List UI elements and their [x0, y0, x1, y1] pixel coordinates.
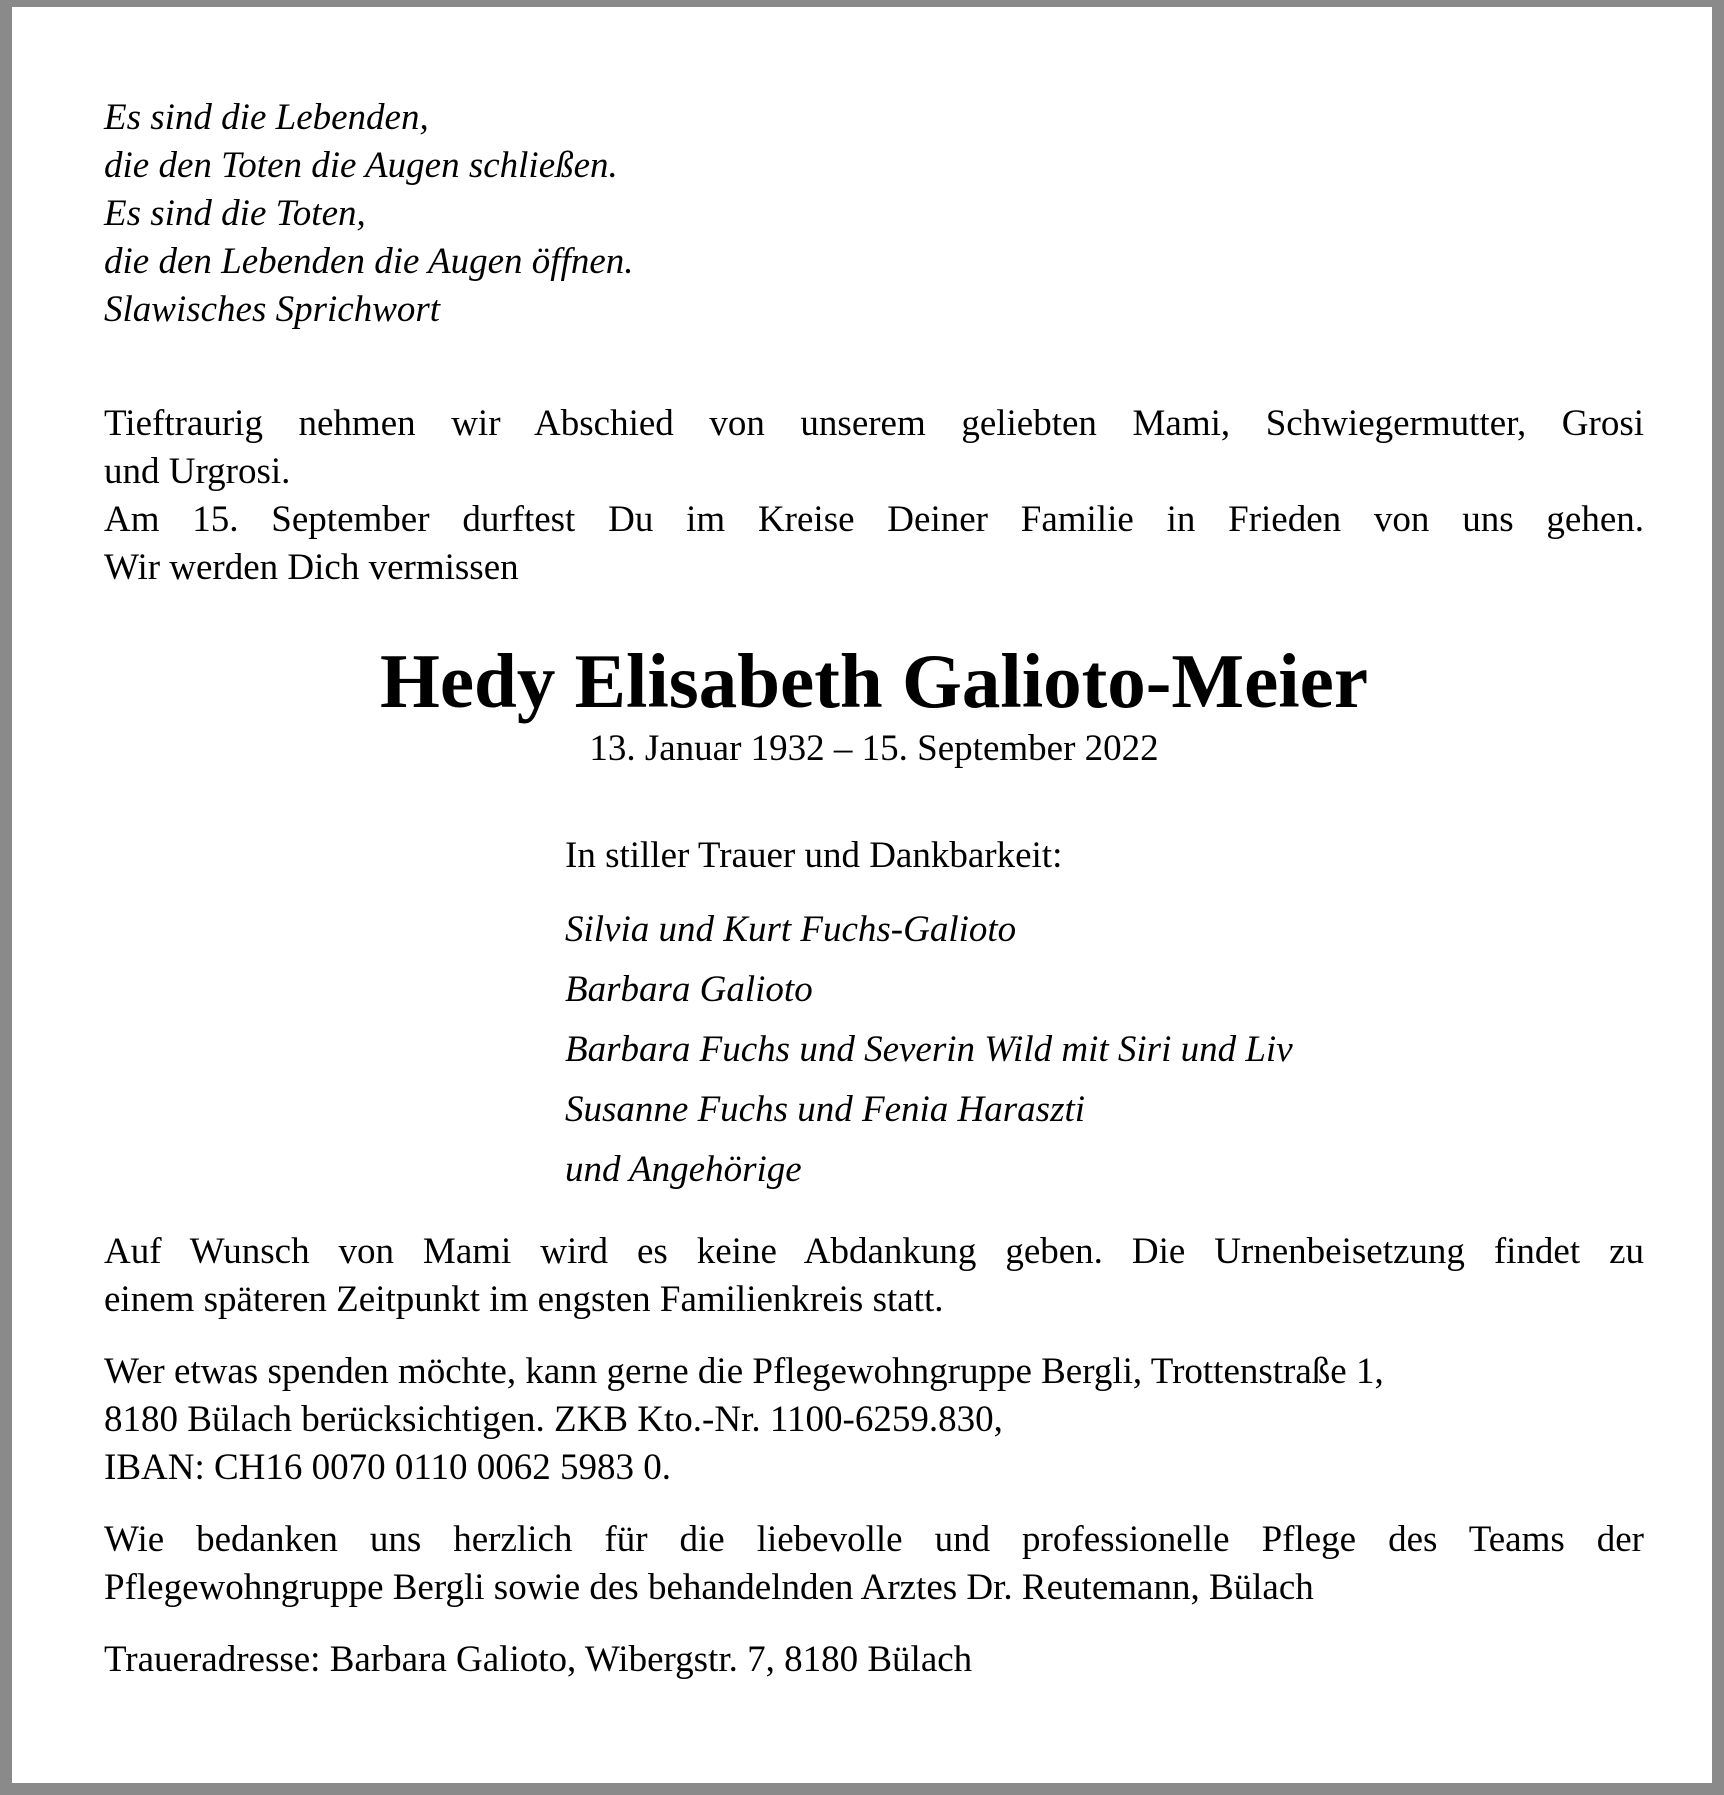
mourner-name: Silvia und Kurt Fuchs-Galioto [565, 909, 1017, 950]
donation-line: 8180 Bülach berücksichtigen. ZKB Kto.-Nr. 1100-6259.830, [104, 1399, 1003, 1440]
intro-line: Wir werden Dich vermissen [104, 547, 519, 588]
intro-line: Am 15. September durftest Du im Kreise Deiner Familie in Frieden von uns gehen. [104, 499, 1644, 540]
mourner-name: Barbara Galioto [565, 969, 813, 1010]
donation-line: Wer etwas spenden möchte, kann gerne die Pflegewohngruppe Bergli, Trottenstraße 1, [104, 1351, 1384, 1392]
mourners-heading: In stiller Trauer und Dankbarkeit: [565, 835, 1063, 876]
mourner-name: Susanne Fuchs und Fenia Haraszti [565, 1089, 1086, 1130]
poem-quote [104, 94, 1644, 334]
donation-line: IBAN: CH16 0070 0110 0062 5983 0. [104, 1447, 671, 1488]
intro-paragraph [104, 400, 1644, 592]
mourner-name: und Angehörige [565, 1149, 802, 1190]
obituary-content [104, 94, 1644, 1684]
poem-line: die den Toten die Augen schließen. [104, 145, 618, 186]
intro-line: Tieftraurig nehmen wir Abschied von unserem geliebten Mami, Schwiegermutter, Grosi [104, 403, 1644, 444]
deceased-name: Hedy Elisabeth Galioto-Meier [379, 638, 1369, 724]
thanks-line: Pflegewohngruppe Bergli sowie des behandelnden Arztes Dr. Reutemann, Bülach [104, 1567, 1314, 1608]
address-paragraph [104, 1636, 1644, 1684]
thanks-line: Wie bedanken uns herzlich für die liebevolle und professionelle Pflege des Teams der [104, 1519, 1644, 1560]
mourning-address: Traueradresse: Barbara Galioto, Wibergstr. 7, 8180 Bülach [104, 1639, 973, 1680]
mourners-block [565, 832, 1644, 1200]
thanks-paragraph [104, 1516, 1644, 1612]
poem-line: Es sind die Toten, [104, 193, 366, 234]
mourner-name: Barbara Fuchs und Severin Wild mit Siri und Liv [565, 1029, 1293, 1070]
life-dates: 13. Januar 1932 – 15. September 2022 [589, 728, 1159, 769]
ceremony-line: einem späteren Zeitpunkt im engsten Familienkreis statt. [104, 1279, 944, 1320]
poem-source: Slawisches Sprichwort [104, 289, 441, 330]
intro-line: und Urgrosi. [104, 451, 291, 492]
donation-paragraph [104, 1348, 1644, 1492]
ceremony-paragraph [104, 1228, 1644, 1324]
poem-line: die den Lebenden die Augen öffnen. [104, 241, 634, 282]
poem-line: Es sind die Lebenden, [104, 97, 429, 138]
ceremony-line: Auf Wunsch von Mami wird es keine Abdankung geben. Die Urnenbeisetzung findet zu [104, 1231, 1644, 1272]
